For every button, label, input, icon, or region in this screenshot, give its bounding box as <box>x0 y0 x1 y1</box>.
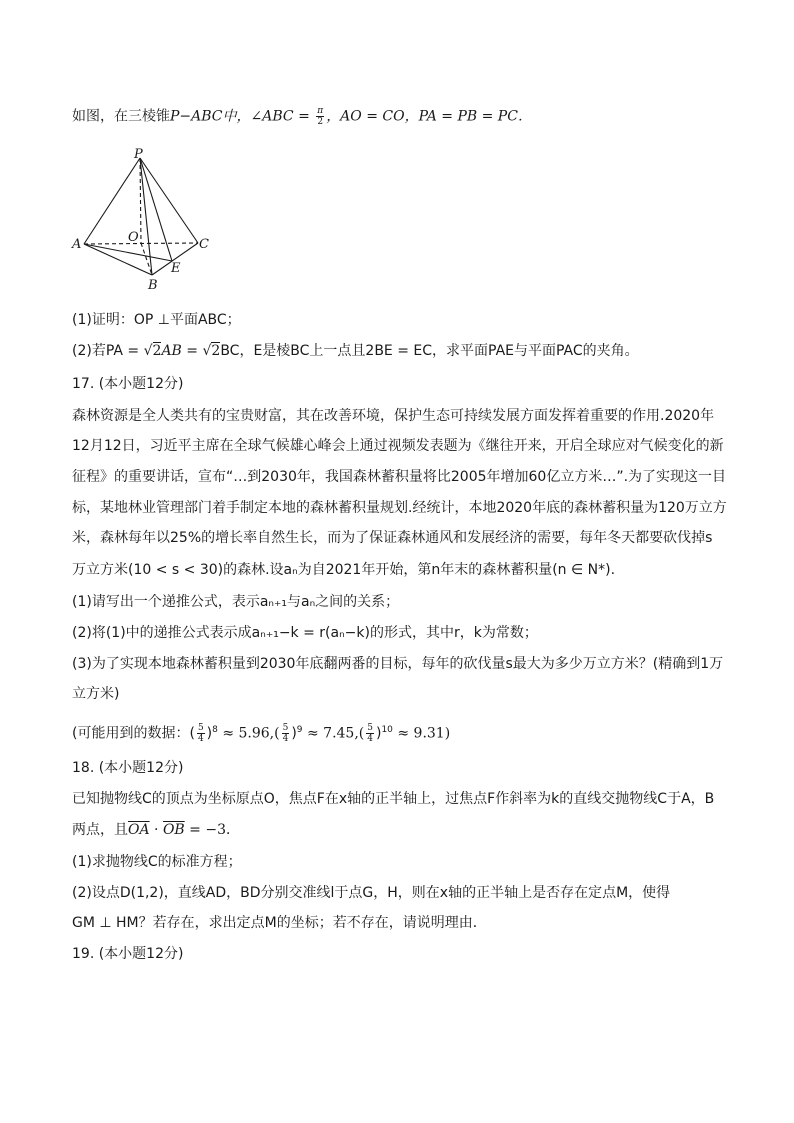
angle-fraction <box>316 106 324 127</box>
problem17-part1: (1)请写出一个递推公式，表示aₙ₊₁与aₙ之间的关系； <box>72 594 400 610</box>
problem18-part1: (1)求抛物线C的标准方程； <box>72 854 242 870</box>
frac-num: 5 <box>197 723 204 734</box>
problem16-intro <box>72 106 532 127</box>
problem18-header: 18. (本小题12分) <box>72 760 184 776</box>
edge-AB <box>84 244 152 275</box>
label-O: O <box>128 230 139 245</box>
label-E: E <box>171 261 181 276</box>
problem17-para-line-5: 米，森林每年以25%的增长率自然生长，而为了保证森林通风和发展经济的需要，每年冬天都要砍伐掉s <box>72 530 713 546</box>
sqrt-radicand-1: 2 <box>152 343 162 359</box>
part2-text-b: AB = <box>161 343 203 359</box>
frac-5-4-a <box>197 723 205 744</box>
exponent-9: 9 <box>296 725 303 735</box>
value-10: ≈ 9.31) <box>392 725 451 742</box>
data-prefix: (可能用到的数据：( <box>72 725 195 742</box>
problem17-para-line-1: 森林资源是全人类共有的宝贵财富，其在改善环境，保护生态可持续发展方面发挥着重要的作用.2020年 <box>72 408 715 424</box>
sqrt-symbol: √ <box>202 343 212 359</box>
angle-denominator: 2 <box>317 117 324 127</box>
angle-numerator: π <box>317 106 324 116</box>
label-A: A <box>72 237 82 252</box>
label-C: C <box>199 237 209 252</box>
intro-text: 如图，在三棱锥 <box>72 108 170 125</box>
problem17-para-line-4: 标，某地林业管理部门着手制定本地的森林蓄积量规划.经统计，本地2020年底的森林蓄积量为120万立方 <box>72 500 727 516</box>
label-P: P <box>134 148 143 162</box>
dot-operator: · <box>149 822 163 838</box>
value-9: ≈ 7.45,( <box>302 725 365 742</box>
problem17-header: 17. (本小题12分) <box>72 376 184 392</box>
problem18-line-2 <box>72 820 240 840</box>
problem17-data: (可能用到的数据：( $\frac{5}{4}$ )$^8$ ≈ 5.96,( $\frac{5}{4}$ )$^9$ ≈ 7.45,( $\frac{5}{4}$ )$^{10}$ ≈ 9.31) <box>72 723 451 745</box>
part2-text-c: BC，E是棱BC上一点且2BE = EC，求平面PAE与平面PAC的夹角。 <box>220 343 639 359</box>
intro-angle: 中，∠ABC = <box>222 108 315 125</box>
problem17-para-line-3: 征程》的重要讲话，宣布“…到2030年，我国森林蓄积量将比2005年增加60亿立方米…”.为了实现这一目 <box>72 469 727 485</box>
vector-OA: $\overline{OA}$ <box>128 822 150 838</box>
problem16-part1: (1)证明：OP ⊥平面ABC； <box>72 312 241 328</box>
edge-AE <box>84 244 172 261</box>
sqrt-symbol: √ <box>143 343 153 359</box>
problem17-part3-line-1: (3)为了实现本地森林蓄积量到2030年底翻两番的目标，每年的砍伐量s最大为多少万立方米？(精确到1万 <box>72 656 724 672</box>
part2-text-a: (2)若PA = <box>72 343 144 359</box>
line2-text-a: 两点，且 <box>72 822 128 838</box>
exponent-8: 8 <box>212 725 218 735</box>
problem18-part2-line-2: GM ⊥ HM？若存在，求出定点M的坐标；若不存在，请说明理由． <box>72 915 487 931</box>
frac-den: 4 <box>197 734 204 745</box>
vector-OB: $\overline{OB}$ <box>162 822 185 838</box>
problem17-part3-line-2: 立方米) <box>72 686 120 702</box>
value-8: ≈ 5.96,( <box>217 725 280 742</box>
label-B: B <box>148 278 158 293</box>
frac-den: 4 <box>367 734 373 745</box>
problem17-para-line-6: 万立方米(10 < s < 30)的森林.设aₙ为自2021年开始，第n年末的森林蓄积量(n ∈ N*). <box>72 562 616 578</box>
problem18-part2-line-1: (2)设点D(1,2)，直线AD，BD分别交准线l于点G，H，则在x轴的正半轴上是否存在定点M，使得 <box>72 885 671 901</box>
problem17-para-line-2: 12月12日，习近平主席在全球气候雄心峰会上通过视频发表题为《继往开来，开启全球应对气候变化的新 <box>72 438 724 454</box>
frac-num: 5 <box>282 723 289 734</box>
intro-conditions: ，AO = CO，PA = PB = PC． <box>326 108 532 125</box>
frac-num: 5 <box>367 723 373 734</box>
problem19-header: 19. (本小题12分) <box>72 946 184 962</box>
frac-5-4-c <box>366 723 374 744</box>
pyramid-figure <box>68 148 218 293</box>
edge-PC <box>140 158 198 243</box>
exponent-10: 10 <box>381 725 393 735</box>
line2-text-b: = −3． <box>184 822 240 838</box>
frac-den: 4 <box>282 734 289 745</box>
frac-5-4-b <box>282 723 290 744</box>
pyramid-name: P−ABC <box>170 108 223 125</box>
sqrt-radicand-2: 2 <box>211 343 221 359</box>
problem18-line-1: 已知抛物线C的顶点为坐标原点O，焦点F在x轴的正半轴上，过焦点F作斜率为k的直线交抛物线C于A，B <box>72 791 715 807</box>
problem17-part2: (2)将(1)中的递推公式表示成aₙ₊₁−k = r(aₙ−k)的形式，其中r，k为常数； <box>72 625 538 641</box>
problem16-part2 <box>72 341 639 361</box>
